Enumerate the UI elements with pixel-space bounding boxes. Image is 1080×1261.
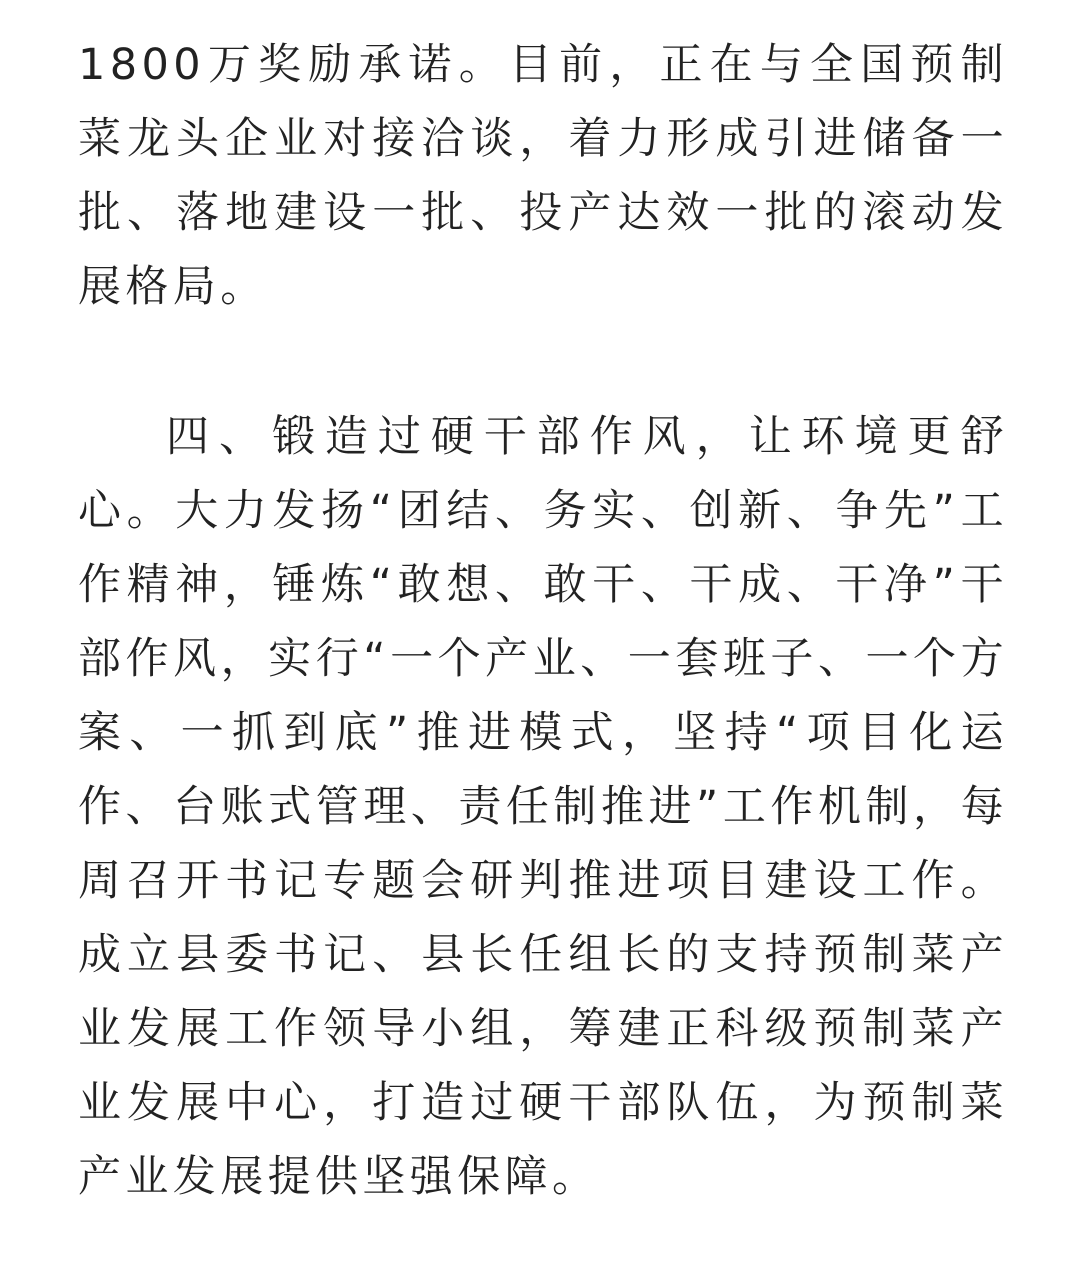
article-paragraph-1: 1800万奖励承诺。目前，正在与全国预制菜龙头企业对接洽谈，着力形成引进储备一批、落地建设一批、投产达效一批的滚动发展格局。 [78, 40, 1008, 312]
article-body [78, 0, 1008, 1214]
article-paragraph-2: 四、锻造过硬干部作风，让环境更舒心。大力发扬“团结、务实、创新、争先”工作精神，锤炼“敢想、敢干、干成、干净”干部作风，实行“一个产业、一套班子、一个方案、一抓到底”推进模式，坚持“项目化运作、台账式管理、责任制推进”工作机制，每周召开书记专题会研判推进项目建设工作。成立县委书记、县长任组长的支持预制菜产业发展工作领导小组，筹建正科级预制菜产业发展中心，打造过硬干部队伍，为预制菜产业发展提供坚强保障。 [78, 412, 1008, 1202]
